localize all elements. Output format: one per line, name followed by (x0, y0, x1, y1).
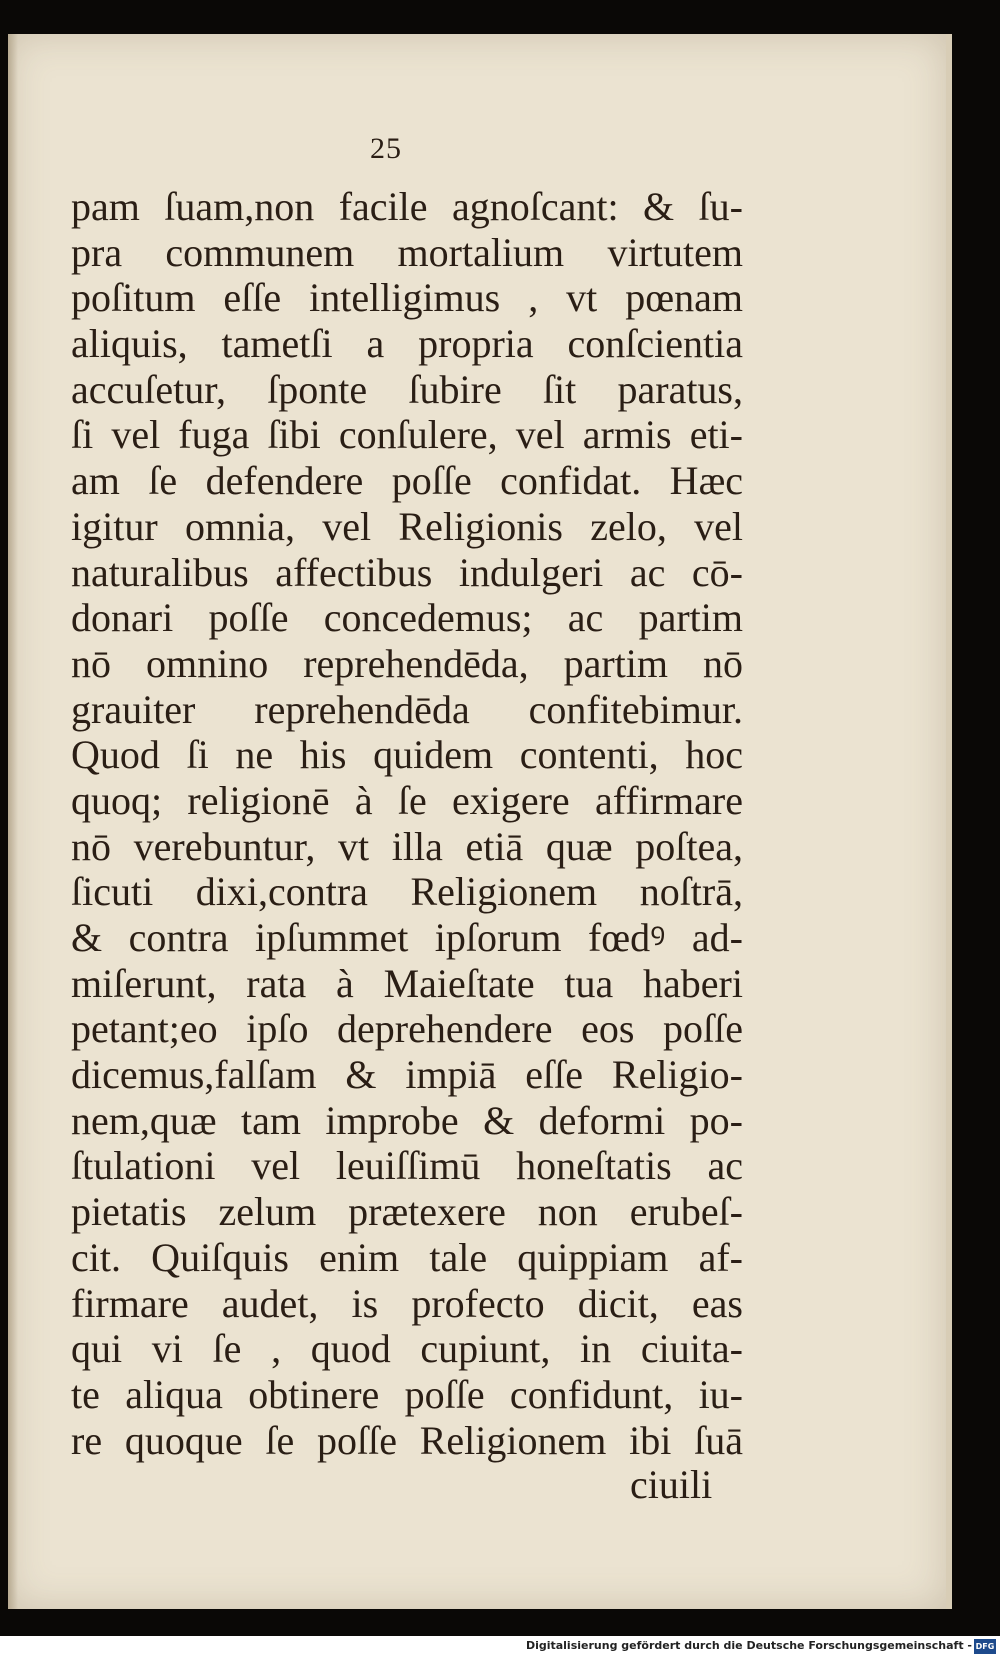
digitization-credit-bar (0, 1636, 1000, 1658)
page-number: 25 (370, 132, 402, 165)
text-line: accuſetur, ſponte ſubire ſit paratus, (71, 366, 743, 412)
text-line: quoq; religionē à ſe exigere affirmare (71, 777, 743, 823)
text-line: nō verebuntur, vt illa etiā quæ poſtea, (71, 823, 743, 869)
catchword: ciuili (630, 1462, 713, 1507)
text-line: Quod ſi ne his quidem contenti, hoc (71, 732, 743, 778)
text-line: petant;eo ipſo deprehendere eos poſſe (71, 1006, 743, 1052)
text-line: donari poſſe concedemus; ac partim (71, 595, 743, 641)
text-line: pietatis zelum prætexere non erubeſ- (71, 1189, 743, 1235)
text-line: am ſe defendere poſſe confidat. Hæc (71, 458, 743, 504)
text-line: aliquis, tametſi a propria conſcientia (71, 321, 743, 367)
text-line: pra communem mortalium virtutem (71, 229, 743, 275)
text-line: ſi vel fuga ſibi conſulere, vel armis eti- (71, 412, 743, 458)
text-line: nō omnino reprehendēda, partim nō (71, 640, 743, 686)
text-line: nem,quæ tam improbe & deformi po- (71, 1097, 743, 1143)
body-text (71, 184, 743, 1463)
dfg-logo: DFG (974, 1639, 996, 1654)
text-line: cit. Quiſquis enim tale quippiam af- (71, 1234, 743, 1280)
text-line: miſerunt, rata à Maieſtate tua haberi (71, 960, 743, 1006)
text-line: pam ſuam,non facile agnoſcant: & ſu- (71, 184, 743, 229)
page-gutter-shadow (8, 34, 18, 1609)
text-line: dicemus,falſam & impiā eſſe Religio- (71, 1052, 743, 1098)
text-line: & contra ipſummet ipſorum fœdꝰ ad- (71, 915, 743, 960)
text-line: ſtulationi vel leuiſſimū honeſtatis ac (71, 1143, 743, 1189)
text-line: naturalibus affectibus indulgeri ac cō- (71, 549, 743, 595)
book-page (8, 34, 952, 1609)
text-line: te aliqua obtinere poſſe confidunt, iu- (71, 1371, 743, 1417)
funding-credit-text: Digitalisierung gefördert durch die Deutsche Forschungsgemeinschaft - (525, 1639, 972, 1652)
text-line: qui vi ſe , quod cupiunt, in ciuita- (71, 1326, 743, 1372)
text-line: poſitum eſſe intelligimus , vt pœnam (71, 275, 743, 321)
text-line: firmare audet, is profecto dicit, eas (71, 1280, 743, 1326)
text-line: igitur omnia, vel Religionis zelo, vel (71, 503, 743, 549)
text-line: ſicuti dixi,contra Religionem noſtrā, (71, 869, 743, 915)
text-line: grauiter reprehendēda confitebimur. (71, 686, 743, 732)
text-line: re quoque ſe poſſe Religionem ibi ſuā (71, 1417, 743, 1463)
